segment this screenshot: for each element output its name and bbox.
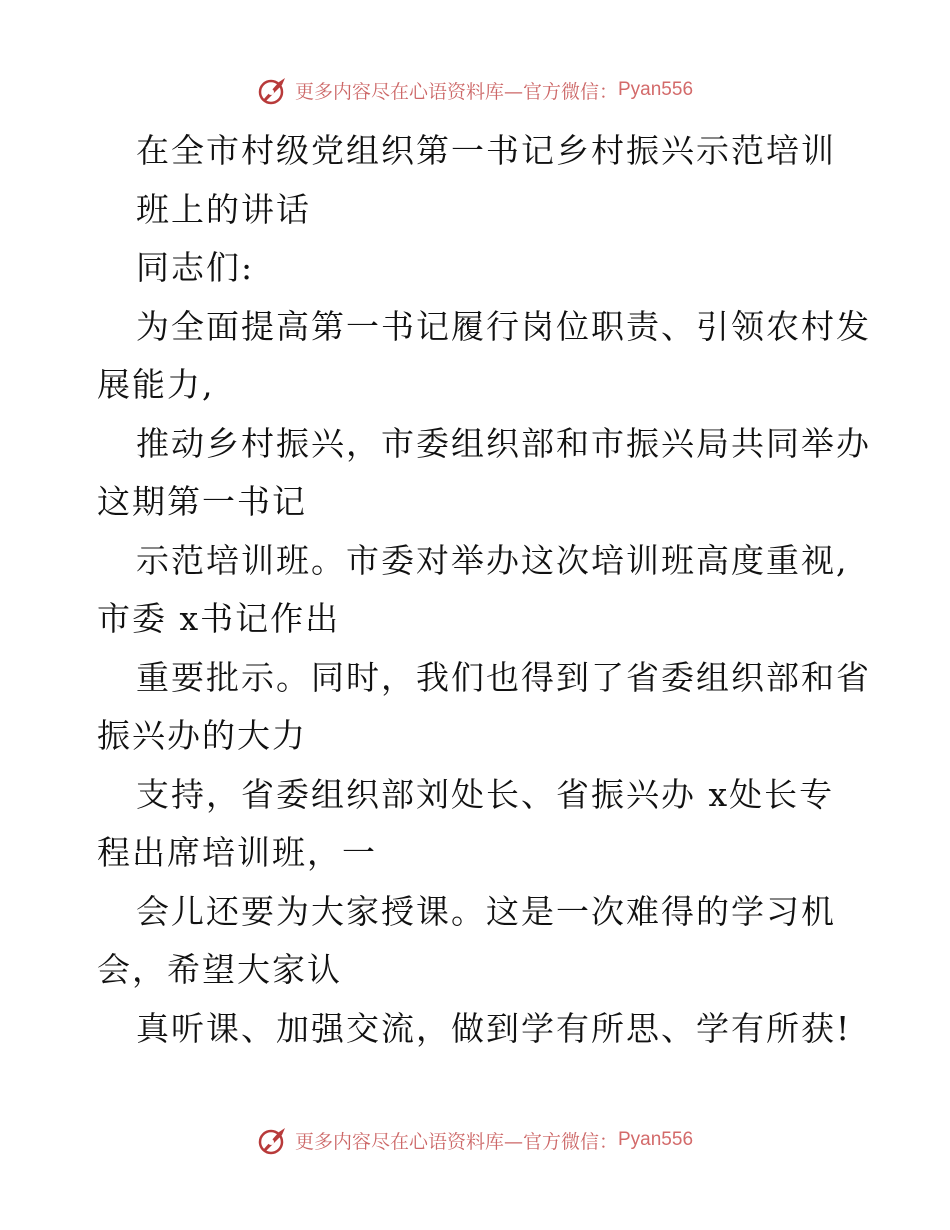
text-line: 程出席培训班，一 bbox=[97, 833, 377, 872]
footer-watermark bbox=[0, 1120, 950, 1160]
header-watermark bbox=[0, 70, 950, 110]
text-line: 支持，省委组织部刘处长、省振兴办 x处长专 bbox=[136, 774, 835, 814]
watermark-wechat-id: Pyan556 bbox=[618, 79, 694, 100]
text-line: 重要批示。同时，我们也得到了省委组织部和省 bbox=[136, 657, 871, 697]
text-line: 班上的讲话 bbox=[136, 189, 311, 229]
text-line: 展能力, bbox=[97, 365, 215, 404]
text-line: 振兴办的大力 bbox=[97, 716, 307, 755]
text-line: 为全面提高第一书记履行岗位职责、引领农村发 bbox=[136, 306, 871, 346]
watermark-text: 更多内容尽在心语资料库—官方微信： bbox=[294, 80, 618, 103]
text-line: 示范培训班。市委对举办这次培训班高度重视, bbox=[136, 540, 849, 580]
text-line: 真听课、加强交流，做到学有所思、学有所获! bbox=[136, 1008, 852, 1048]
text-line: 市委 x书记作出 bbox=[97, 599, 341, 638]
text-line: 推动乡村振兴，市委组织部和市振兴局共同举办 bbox=[136, 423, 871, 463]
text-line: 同志们: bbox=[136, 248, 255, 287]
watermark-wechat-id: Pyan556 bbox=[618, 1129, 694, 1150]
document-body bbox=[97, 122, 871, 1058]
text-line: 这期第一书记 bbox=[97, 482, 307, 521]
text-line: 会，希望大家认 bbox=[97, 950, 342, 989]
quill-pen-logo-icon bbox=[257, 1124, 289, 1156]
text-line: 会儿还要为大家授课。这是一次难得的学习机 bbox=[136, 891, 836, 931]
watermark-text: 更多内容尽在心语资料库—官方微信： bbox=[294, 1130, 618, 1153]
quill-pen-logo-icon bbox=[257, 74, 289, 106]
text-line: 在全市村级党组织第一书记乡村振兴示范培训 bbox=[136, 131, 836, 170]
